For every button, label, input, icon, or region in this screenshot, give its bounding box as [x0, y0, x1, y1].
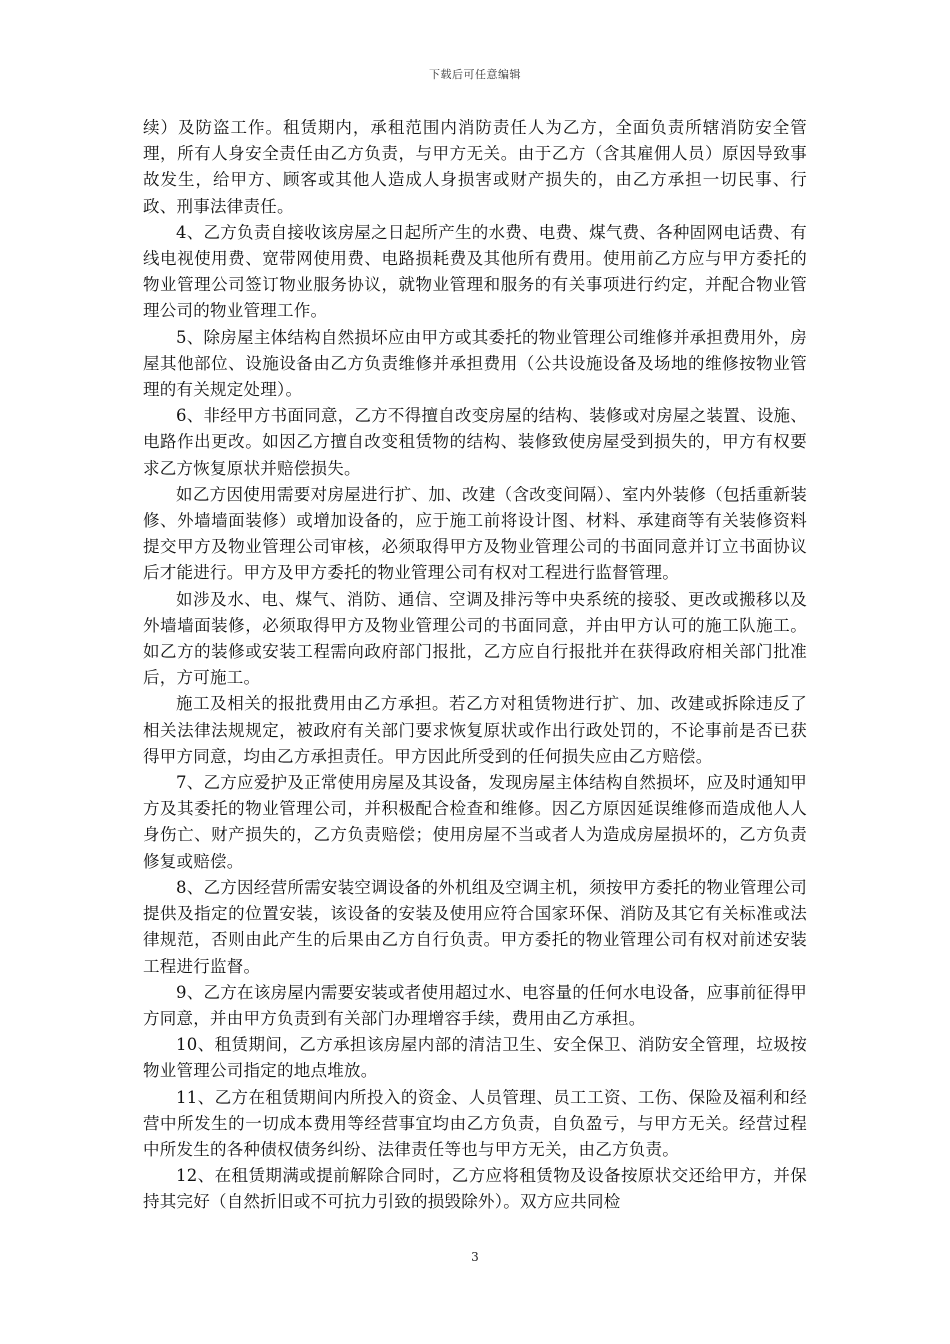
document-body [143, 115, 807, 1216]
paragraph-clause-4: 4、乙方负责自接收该房屋之日起所产生的水费、电费、煤气费、各种固网电话费、有线电视使用费、宽带网使用费、电路损耗费及其他所有费用。使用前乙方应与甲方委托的物业管理公司签订物业服务协议，就物业管理和服务的有关事项进行约定，并配合物业管理公司的物业管理工作。 [143, 222, 807, 321]
page-header-note: 下载后可任意编辑 [429, 68, 521, 81]
paragraph-clause-8: 8、乙方因经营所需安装空调设备的外机组及空调主机，须按甲方委托的物业管理公司提供及指定的位置安装，该设备的安装及使用应符合国家环保、消防及其它有关标准或法律规范，否则由此产生的后果由乙方自行负责。甲方委托的物业管理公司有权对前述安装工程进行监督。 [143, 877, 807, 976]
paragraph-clause-11: 11、乙方在租赁期间内所投入的资金、人员管理、员工工资、工伤、保险及福利和经营中所发生的一切成本费用等经营事宜均由乙方负责，自负盈亏，与甲方无关。经营过程中所发生的各种债权债务纠纷、法律责任等也与甲方无关，由乙方负责。 [143, 1087, 807, 1159]
page-number: 3 [471, 1250, 479, 1264]
paragraph-clause-10: 10、租赁期间，乙方承担该房屋内部的清洁卫生、安全保卫、消防安全管理，垃圾按物业管理公司指定的地点堆放。 [143, 1035, 807, 1081]
paragraph-continuation: 续）及防盗工作。租赁期内，承租范围内消防责任人为乙方，全面负责所辖消防安全管理，所有人身安全责任由乙方负责，与甲方无关。由于乙方（含其雇佣人员）原因导致事故发生，给甲方、顾客或其他人造成人身损害或财产损失的，由乙方承担一切民事、行政、刑事法律责任。 [143, 118, 807, 216]
paragraph-clause-6: 6、非经甲方书面同意，乙方不得擅自改变房屋的结构、装修或对房屋之装置、设施、电路作出更改。如因乙方擅自改变租赁物的结构、装修致使房屋受到损失的，甲方有权要求乙方恢复原状并赔偿损失。 [143, 406, 807, 478]
paragraph-clause-5: 5、除房屋主体结构自然损坏应由甲方或其委托的物业管理公司维修并承担费用外，房屋其他部位、设施设备由乙方负责维修并承担费用（公共设施设备及场地的维修按物业管理的有关规定处理）。 [143, 327, 807, 400]
paragraph-central-systems: 如涉及水、电、煤气、消防、通信、空调及排污等中央系统的接驳、更改或搬移以及外墙墙面装修，必须取得甲方及物业管理公司的书面同意，并由甲方认可的施工队施工。如乙方的装修或安装工程需向政府部门报批，乙方应自行报批并在获得政府相关部门批准后，方可施工。 [143, 589, 807, 688]
paragraph-clause-12: 12、在租赁期满或提前解除合同时，乙方应将租赁物及设备按原状交还给甲方，并保持其完好（自然折旧或不可抗力引致的损毁除外）。双方应共同检 [143, 1166, 807, 1212]
paragraph-clause-9: 9、乙方在该房屋内需要安装或者使用超过水、电容量的任何水电设备，应事前征得甲方同意，并由甲方负责到有关部门办理增容手续，费用由乙方承担。 [143, 982, 807, 1028]
paragraph-clause-7: 7、乙方应爱护及正常使用房屋及其设备，发现房屋主体结构自然损坏，应及时通知甲方及其委托的物业管理公司，并积极配合检查和维修。因乙方原因延误维修而造成他人人身伤亡、财产损失的，乙方负责赔偿；使用房屋不当或者人为造成房屋损坏的，乙方负责修复或赔偿。 [143, 773, 807, 871]
paragraph-renovation: 如乙方因使用需要对房屋进行扩、加、改建（含改变间隔）、室内外装修（包括重新装修、外墙墙面装修）或增加设备的，应于施工前将设计图、材料、承建商等有关装修资料提交甲方及物业管理公司审核，必须取得甲方及物业管理公司的书面同意并订立书面协议后才能进行。甲方及甲方委托的物业管理公司有权对工程进行监督管理。 [143, 484, 807, 583]
paragraph-approval-fees: 施工及相关的报批费用由乙方承担。若乙方对租赁物进行扩、加、改建或拆除违反了相关法律法规规定，被政府有关部门要求恢复原状或作出行政处罚的，不论事前是否已获得甲方同意，均由乙方承担责任。甲方因此所受到的任何损失应由乙方赔偿。 [143, 694, 807, 766]
